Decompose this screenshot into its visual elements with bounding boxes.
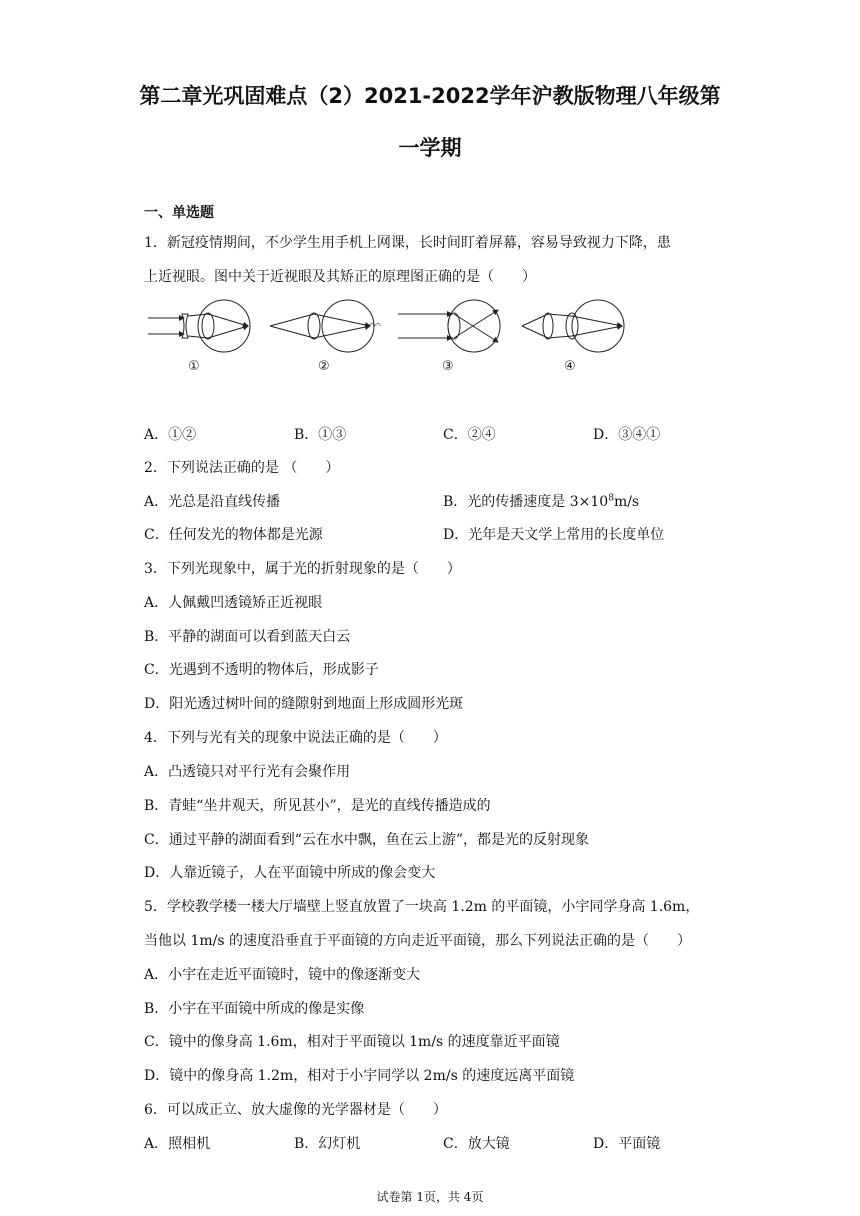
- q2-stem: 2．下列说法正确的是 （ ）: [144, 460, 340, 476]
- diagram-4: [522, 300, 624, 352]
- figure-label-1: ①: [188, 359, 200, 374]
- q5-option-a: A．小宇在走近平面镜时，镜中的像逐渐变大: [144, 967, 421, 983]
- q3-stem: 3．下列光现象中，属于光的折射现象的是（ ）: [144, 561, 461, 577]
- q5-stem-line-1: 5．学校教学楼一楼大厅墙壁上竖直放置了一块高 1.2m 的平面镜，小宇同学身高 1.6m，: [144, 899, 700, 915]
- q6-option-a: A．照相机: [144, 1136, 211, 1152]
- title-line-1: 第二章光巩固难点（2）2021-2022学年沪教版物理八年级第: [139, 84, 721, 108]
- q1-option-b: B．①③: [294, 427, 347, 443]
- q4-option-c: C．通过平静的湖面看到“云在水中飘，鱼在云上游”，都是光的反射现象: [144, 832, 590, 848]
- q1-option-a: A．①②: [144, 427, 197, 443]
- q5-option-b: B．小宇在平面镜中所成的像是实像: [144, 1001, 365, 1017]
- q6-option-d: D．平面镜: [593, 1136, 661, 1152]
- q4-option-d: D．人靠近镜子，人在平面镜中所成的像会变大: [144, 865, 436, 881]
- q4-option-a: A．凸透镜只对平行光有会聚作用: [144, 764, 351, 780]
- q4-stem: 4．下列与光有关的现象中说法正确的是（ ）: [144, 730, 447, 746]
- q6-option-c: C．放大镜: [443, 1136, 510, 1152]
- q2-option-b: B．光的传播速度是 $3\times 10^8m/s$: [443, 493, 640, 510]
- q3-option-b: B．平静的湖面可以看到蓝天白云: [144, 629, 351, 645]
- q5-stem-line-2: 当他以 1m/s 的速度沿垂直于平面镜的方向走近平面镜，那么下列说法正确的是（ ）: [144, 933, 691, 949]
- q6-option-b: B．幻灯机: [294, 1136, 361, 1152]
- q2-option-c: C．任何发光的物体都是光源: [144, 527, 323, 543]
- q1-option-d: D．③④①: [593, 427, 661, 443]
- section-heading: 一、单选题: [144, 205, 214, 221]
- q1-stem-line-2: 上近视眼。图中关于近视眼及其矫正的原理图正确的是（ ）: [144, 269, 536, 285]
- q1-stem-line-1: 1．新冠疫情期间，不少学生用手机上网课，长时间盯着屏幕，容易导致视力下降，患: [144, 235, 671, 251]
- q3-option-a: A．人佩戴凹透镜矫正近视眼: [144, 595, 323, 611]
- figure-label-2: ②: [318, 359, 330, 374]
- q5-option-c: C．镜中的像身高 1.6m，相对于平面镜以 1m/s 的速度靠近平面镜: [144, 1034, 560, 1050]
- q4-option-b: B．青蛙“坐井观天，所见甚小”，是光的直线传播造成的: [144, 798, 491, 814]
- q6-stem: 6．可以成正立、放大虚像的光学器材是（ ）: [144, 1102, 447, 1118]
- title-line-2: 一学期: [398, 136, 462, 160]
- q2-option-a: A．光总是沿直线传播: [144, 494, 281, 510]
- page-footer: 试卷第 1页，共 4页: [376, 1190, 484, 1204]
- q5-option-d: D．镜中的像身高 1.2m，相对于小宇同学以 2m/s 的速度远离平面镜: [144, 1068, 575, 1084]
- diagram-2: [270, 300, 381, 352]
- diagram-1: [148, 300, 250, 352]
- figure-label-4: ④: [564, 359, 576, 374]
- q3-option-d: D．阳光透过树叶间的缝隙射到地面上形成圆形光斑: [144, 696, 464, 712]
- q2-option-d: D．光年是天文学上常用的长度单位: [443, 527, 665, 543]
- q1-option-c: C．②④: [443, 427, 496, 443]
- figure-label-3: ③: [442, 359, 454, 374]
- diagram-3: [398, 300, 500, 352]
- document-title: [120, 70, 740, 174]
- q3-option-c: C．光遇到不透明的物体后，形成影子: [144, 662, 379, 678]
- eye-lens-diagram: [144, 296, 664, 386]
